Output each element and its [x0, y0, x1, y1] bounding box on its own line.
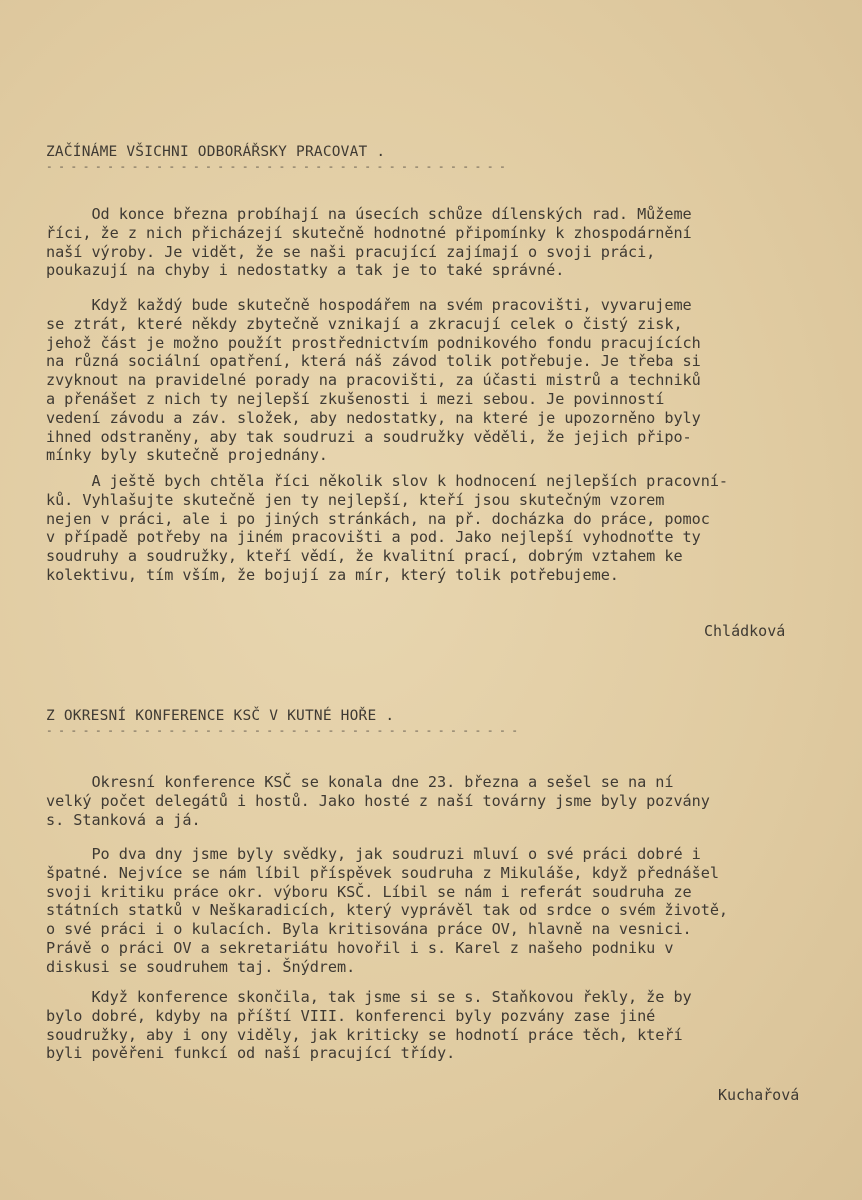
text-line: Okresní konference KSČ se konala dne 23. března a sešel se na ní — [46, 773, 674, 791]
text-line: naší výroby. Je vidět, že se naši pracující zajímají o svoji práci, — [46, 242, 656, 261]
text-line: s. Stanková a já. — [46, 810, 201, 829]
text-line: poukazují na chyby i nedostatky a tak je to také správné. — [46, 261, 565, 280]
text-line: špatné. Nejvíce se nám líbil příspěvek soudruha z Mikuláše, když přednášel — [46, 863, 719, 882]
text-line: jehož část je možno použít prostřednictvím podnikového fondu pracujících — [46, 333, 701, 352]
text-line: se ztrát, které někdy zbytečně vznikají a zkracují celek o čistý zisk, — [46, 314, 683, 333]
article-body — [46, 472, 846, 585]
text-line: byli pověřeni funkcí od naší pracující třídy. — [46, 1044, 456, 1063]
text-line: A ještě bych chtěla říci několik slov k hodnocení nejlepších pracovní- — [46, 472, 729, 490]
paragraph — [46, 472, 846, 585]
text-line: v případě potřeby na jiném pracovišti a pod. Jako nejlepší vyhodnoťte ty — [46, 528, 701, 547]
text-line: o své práci i o kulacích. Byla kritisována práce OV, hlavně na vesnici. — [46, 920, 692, 939]
text-line: soudružky, aby i ony viděly, jak kriticky se hodnotí práce těch, kteří — [46, 1025, 683, 1044]
paragraph — [46, 773, 846, 829]
paragraph — [46, 845, 846, 977]
article-title: Z OKRESNÍ KONFERENCE KSČ V KUTNÉ HOŘE . — [46, 708, 395, 724]
text-line: svoji kritiku práce okr. výboru KSČ. Líbil se nám i referát soudruha ze — [46, 882, 692, 901]
article-body — [46, 988, 846, 1063]
text-line: soudruhy a soudružky, kteří vědí, že kvalitní prací, dobrým vztahem ke — [46, 547, 683, 566]
signature-chladkova: Chládková — [704, 622, 786, 640]
article-odborarsky — [46, 142, 846, 172]
text-line: kolektivu, tím vším, že bojují za mír, který tolik potřebujeme. — [46, 565, 619, 584]
text-line: nejen v práci, ale i po jiných stránkách, na př. docházka do práce, pomoc — [46, 509, 710, 528]
text-line: velký počet delegátů i hostů. Jako hosté z naší továrny jsme byly pozvány — [46, 791, 710, 810]
paragraph — [46, 205, 846, 280]
title-underline: - - - - - - - - - - - - - - - - - - - - - - - - - - - - - - - - - - - - - - — [46, 162, 506, 172]
text-line: bylo dobré, kdyby na příští VIII. konferenci byly pozvány zase jiné — [46, 1006, 656, 1025]
article-title: ZAČÍNÁME VŠICHNI ODBORÁŘSKY PRACOVAT . — [46, 144, 386, 160]
text-line: vedení závodu a záv. složek, aby nedostatky, na které je upozorněno byly — [46, 408, 701, 427]
text-line: ků. Vyhlašujte skutečně jen ty nejlepší, kteří jsou skutečným vzorem — [46, 490, 665, 509]
article-body — [46, 845, 846, 977]
text-line: Po dva dny jsme byly svědky, jak soudruzi mluví o své práci dobré i — [46, 845, 701, 863]
text-line: zvyknout na pravidelné porady na pracovišti, za účasti mistrů a techniků — [46, 371, 701, 390]
signature-kucharova: Kuchařová — [718, 1086, 800, 1104]
article-konference — [46, 706, 846, 736]
article-body — [46, 296, 846, 465]
paragraph — [46, 988, 846, 1063]
text-line: na různá sociální opatření, která náš závod tolik potřebuje. Je třeba si — [46, 352, 701, 371]
text-line: Když každý bude skutečně hospodářem na svém pracovišti, vyvarujeme — [46, 296, 692, 314]
article-body — [46, 773, 846, 829]
text-line: Od konce března probíhají na úsecích schůze dílenských rad. Můžeme — [46, 205, 692, 223]
article-body — [46, 205, 846, 280]
text-line: a přenášet z nich ty nejlepší zkušenosti i mezi sebou. Je povinností — [46, 389, 665, 408]
text-line: říci, že z nich přicházejí skutečně hodnotné připomínky k zhospodárnění — [46, 223, 692, 242]
text-line: Když konference skončila, tak jsme si se s. Staňkovou řekly, že by — [46, 988, 692, 1006]
paragraph — [46, 296, 846, 465]
text-line: ihned odstraněny, aby tak soudruzi a soudružky věděli, že jejich připo- — [46, 427, 692, 446]
text-line: Právě o práci OV a sekretariátu hovořil i s. Karel z našeho podniku v — [46, 938, 674, 957]
title-underline: - - - - - - - - - - - - - - - - - - - - - - - - - - - - - - - - - - - - - - - — [46, 726, 518, 736]
text-line: diskusi se soudruhem taj. Šnýdrem. — [46, 957, 356, 976]
text-line: mínky byly skutečně projednány. — [46, 446, 328, 465]
text-line: státních statků v Neškaradicích, který vyprávěl tak od srdce o svém životě, — [46, 901, 729, 920]
